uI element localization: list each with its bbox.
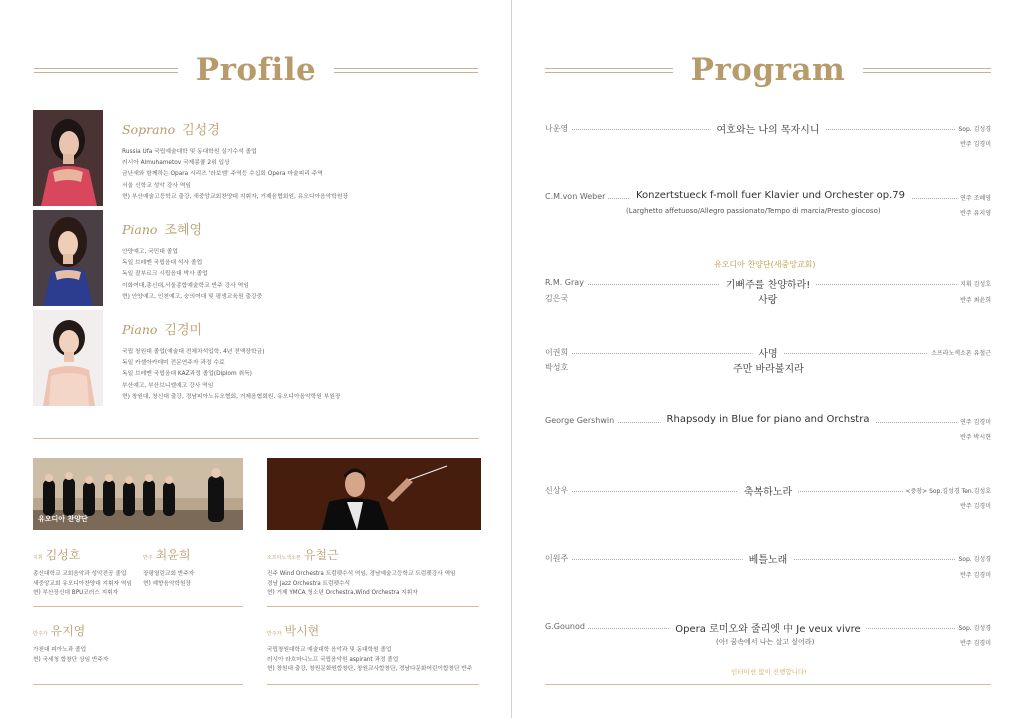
performer: Sop. 김성경 [956,124,992,133]
soprano-heading [122,119,482,138]
pianist-info [122,219,482,303]
cv-line: 총신대학교 교회음악과 성악전공 졸업 [33,571,127,577]
section-divider [33,438,479,439]
conductor-photo [267,458,481,530]
person-name: 김성경 [182,123,220,138]
pianist-portrait [33,310,103,406]
program-item [545,484,991,496]
program-item [545,122,991,134]
piece-title: 사랑 [758,295,778,306]
pianist-heading [122,219,482,238]
profile-piano-2 [33,310,483,406]
composer: 김은국 [545,294,569,303]
program-item [545,346,991,358]
performer: 연주 김경미 [957,417,991,426]
title-rule-left [545,68,673,73]
choir-caption: 유오디아 찬양단 [38,515,88,523]
composer: 이원주 [545,553,571,564]
composer: George Gershwin [545,416,617,425]
member-divider [267,606,479,607]
composer: G.Gounod [545,622,588,631]
cv-line: 독일 브레멘 국립음대 KAZ과정 졸업(Diplom 취득) [122,371,252,378]
cv-line: 가천대 피아노과 졸업 [33,647,87,653]
soprano-info [122,119,482,203]
piece-title: Rhapsody in Blue for piano and Orchstra [661,414,876,425]
piece-title: 베틀노래 [743,551,794,566]
composer: R.M. Gray [545,278,587,287]
cv-line: 이화여대,총신대,서울종합예술학교 반주 강사 역임 [122,282,249,289]
cv-line: Russia Ufa 국립예술대학 및 동대학원 실기수석 졸업 [122,149,257,155]
cv-line: 현) 부산장신대 BPU코러스 지휘자 [33,590,119,597]
choir-heading: 유오디아 찬양단(새중앙교회) [714,260,816,269]
profile-soprano [33,110,483,206]
program-item [545,191,991,203]
cv-line: 현) 안양예고, 인천예고, 숭의여대 및 평생교육원 출강중 [122,293,263,300]
composer: C.M.von Weber [545,192,608,201]
composer: 이권희 [545,347,571,358]
performer: Sop. 김성경 [956,623,992,632]
cv-line: 진주 Wind Orchestra 트럼펫수석 역임, 경남예술고등학교 트럼펫강사 역임 [267,571,456,577]
bottom-divider [33,684,243,685]
member-role: 지휘 [33,555,43,561]
member-accompanist [143,544,194,589]
accompanist: 반주 유지영 [960,210,991,217]
person-role: Soprano [122,122,176,137]
piece-subtitle: (아! 꿈속에서 나는 살고 싶어라) [716,638,815,646]
member-conductor [33,544,132,599]
accompanist: 반주 최윤희 [960,297,991,304]
member-name: 유지영 [50,624,86,638]
accompanist: 반주 박시현 [960,434,991,441]
cv-line: 독일 브레멘 국립음대 석사 졸업 [122,260,203,267]
cv-line: 독일 카셀아카데미 전문연주자 과정 수료 [122,360,225,367]
cv-line: 러시아 라흐마니노프 국립음악원 aspirant 과정 졸업 [267,656,399,663]
piece-title: Opera 로미오와 줄리엣 中 Je veux vivre [669,620,866,635]
member-divider [33,606,243,607]
cv-line: 현) 창원대, 창신대 출강, 경남피아노듀오협회, 거제음협회원, 유오디아음악학원 부원장 [122,393,341,400]
person-role: Piano [122,322,158,337]
member-role: 반주 [143,555,153,561]
accompanist: 반주 김경미 [960,572,991,579]
cv-line: 부산예고, 부산브니엘예고 강사 역임 [122,382,214,389]
accompanist: 반주 김경미 [960,141,991,148]
member-role: 반주자 [267,631,282,637]
piece-title: 축복하노라 [738,483,798,498]
cv-line: 금난새와 함께하는 Opara 시리즈 '라보엠' 주역등 수십회 Opera 마술피리 주역 [122,171,323,178]
piece-title: 사명 [752,345,783,360]
cv-line: 국립창원대학교 예술대학 음악과 및 동대학원 졸업 [267,647,392,653]
member-name: 박시현 [284,624,320,638]
bottom-divider [267,684,479,685]
soprano-portrait [33,110,103,206]
cv-line: 현) 거제 YMCA 청소년 Orchestra,Wind Orchestra 지휘자 [267,590,418,597]
cv-line: 현) 부산예술고등학교 출강, 새중앙교회찬양대 지휘자, 거제음협회원, 유오디아음악학원장 [122,193,349,200]
pianist-portrait [33,210,103,306]
performer: 지휘 김성호 [957,279,991,288]
title-rule-right [334,68,478,73]
cv-line: 현) 창원대 출강, 창원문화원합창단, 창원교사합창단, 경남다문화어린이합창단 반주 [267,666,473,673]
piece-title: 주만 바라볼지라 [733,364,804,375]
composer: 나운영 [545,123,571,134]
title-rule-right [863,68,991,73]
movement-list: (Larghetto affetuoso/Allegro passionato/Tempo di marcia/Presto giocoso) [626,207,881,215]
member-saxophonist [267,544,456,599]
piece-title: 기뻐주를 찬양하라! [720,276,816,291]
page-fold [511,0,512,718]
choir-photo [33,458,243,530]
person-name: 김경미 [164,323,203,338]
profile-title-bar [34,48,478,92]
title-rule-left [34,68,178,73]
program-item [545,415,991,427]
program-item [545,552,991,564]
cv-line: 러시아 Almuhametov 국제콩쿨 2위 입상 [122,160,230,167]
performer: <중창> Sop.김성경 Ten.김성호 [903,486,991,495]
intermission-note: 인터미션 없이 진행합니다! [731,668,807,676]
composer: 신상우 [545,485,571,496]
profile-title: Profile [195,52,317,88]
cv-line: 국립 창원대 졸업(예술대 전체차석입학, 4년 전액장학금) [122,349,265,355]
member-name: 김성호 [45,548,81,562]
program-title: Program [690,52,846,88]
accompanist: 반주 김경미 [960,640,991,647]
program-title-bar [545,48,991,92]
member-name: 유철근 [303,548,339,562]
program-item [545,277,991,289]
profile-piano-1 [33,210,483,306]
cv-line: 독일 잘부르크 시립음대 박사 졸업 [122,271,208,278]
person-role: Piano [122,222,158,237]
member-role: 소프라노색소폰 [267,555,301,561]
piece-title: Konzertstueck f-moll fuer Klavier und Orchester op.79 [630,190,911,201]
performer: Sop. 김성경 [956,554,992,563]
member-accompanist-3 [267,620,472,675]
cv-line: 현) 예향음악학원장 [143,580,191,587]
cv-line: 서울 신학교 성악 강사 역임 [122,182,191,189]
cv-line: 새중앙교회 유오디아찬양대 지휘자 역임 [33,580,132,587]
cv-line: 현) 국세청 합창단 상임 반주자 [33,656,109,663]
member-name: 최윤희 [155,548,191,562]
composer: 박성호 [545,363,569,372]
member-accompanist-2 [33,620,108,665]
performer: 연주 조혜영 [957,193,991,202]
cv-line: 경남 Jazz Orchestra 트럼펫수석 [267,580,350,587]
cv-line: 안양예고, 국민대 졸업 [122,249,178,255]
cv-line: 장평열린교회 반주자 [143,571,195,577]
member-role: 반주자 [33,631,48,637]
person-name: 조혜영 [164,223,203,238]
performer: 소프라노색소폰 유철근 [928,348,991,357]
bottom-divider [545,684,991,685]
pianist-heading [122,319,482,338]
program-item [545,621,991,633]
pianist-info [122,319,482,403]
accompanist: 반주 김경미 [960,503,991,510]
piece-title: 여호와는 나의 목자시니 [711,121,826,136]
